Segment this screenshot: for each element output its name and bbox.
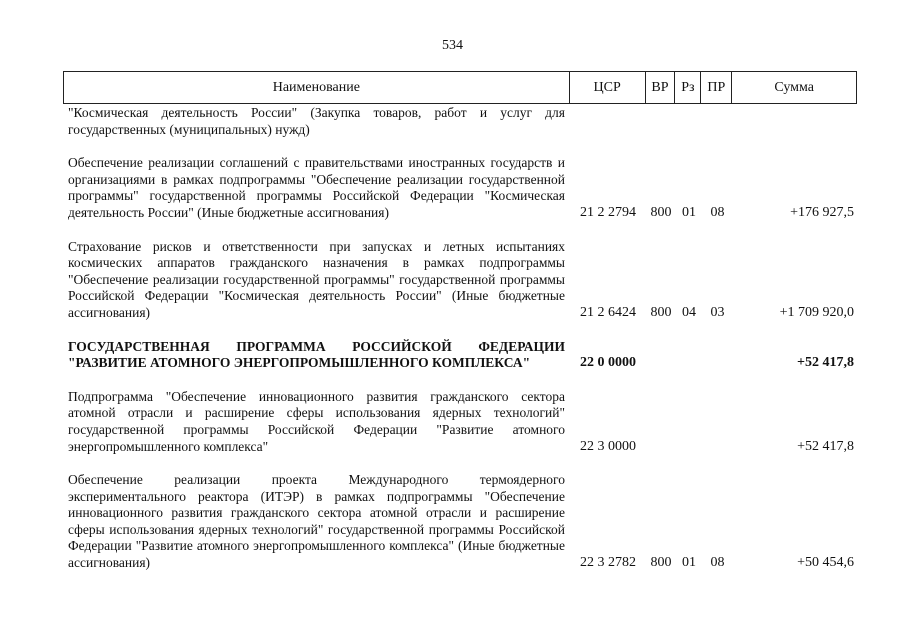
row-vr: 800 <box>650 204 672 220</box>
table-row <box>63 105 857 138</box>
row-csr: 22 3 0000 <box>580 438 636 454</box>
row-rz: 04 <box>682 304 696 320</box>
header-sum: Сумма <box>774 79 814 95</box>
row-sum: +176 927,5 <box>790 204 854 220</box>
row-pr: 08 <box>710 204 725 220</box>
row-pr: 03 <box>710 304 725 320</box>
header-name: Наименование <box>64 72 570 103</box>
row-vr: 800 <box>650 555 672 571</box>
table-row <box>63 239 857 322</box>
table-body <box>63 105 857 572</box>
header-csr: ЦСР <box>570 72 646 103</box>
row-vr: 800 <box>650 304 672 320</box>
header-rz: Рз <box>675 72 701 103</box>
table-row <box>63 389 857 455</box>
row-sum: +52 417,8 <box>797 355 854 371</box>
row-csr: 22 0 0000 <box>580 355 636 371</box>
row-csr: 21 2 2794 <box>580 204 636 220</box>
row-name: "Космическая деятельность России" (Закупка товаров, работ и услуг для государственных (муниципальных) нужд) <box>68 105 565 137</box>
page-number: 534 <box>442 38 463 53</box>
table-row <box>63 472 857 572</box>
row-name: Подпрограмма "Обеспечение инновационного развития гражданского сектора атомной отрасли и расширение сферы использования ядерных технологий" государственной программы Российской Федерации "Развитие атомного энергопромышленного комплекса" <box>68 388 565 454</box>
row-sum: +52 417,8 <box>797 438 854 454</box>
row-sum: +50 454,6 <box>797 555 854 571</box>
row-name: Страхование рисков и ответственности при запусках и летных испытаниях космических аппаратов гражданского назначения в рамках подпрограммы "Обеспечение реализации государственной программы" государственной программы Российской Федерации "Космическая деятельность России" (Иные бюджетные ассигнования) <box>68 238 565 320</box>
row-rz: 01 <box>682 204 696 220</box>
row-csr: 21 2 6424 <box>580 304 636 320</box>
header-vr: ВР <box>646 72 676 103</box>
table-row <box>63 155 857 221</box>
row-name: Обеспечение реализации соглашений с правительствами иностранных государств и организациями в рамках подпрограммы "Обеспечение реализации государственной программы" государственной программы Российской Федерации "Космическая деятельность России" (Иные бюджетные ассигнования) <box>68 155 565 220</box>
row-sum: +1 709 920,0 <box>779 304 854 320</box>
row-pr: 08 <box>710 555 725 571</box>
table-header <box>63 71 857 104</box>
row-rz: 01 <box>682 555 696 571</box>
row-name: Обеспечение реализации проекта Международного термоядерного экспериментального реактора (ИТЭР) в рамках подпрограммы "Обеспечение инновационного развития гражданского сектора атомной отрасли и расширение сферы использования ядерных технологий" государственной программы Российской Федерации "Развитие атомного энергопромышленного комплекса" (Иные бюджетные ассигнования) <box>68 472 565 571</box>
row-csr: 22 3 2782 <box>580 555 636 571</box>
header-pr: ПР <box>701 72 732 103</box>
row-name: ГОСУДАРСТВЕННАЯ ПРОГРАММА РОССИЙСКОЙ ФЕДЕРАЦИИ "РАЗВИТИЕ АТОМНОГО ЭНЕРГОПРОМЫШЛЕННОГО КОМПЛЕКСА" <box>68 338 565 371</box>
table-row <box>63 339 857 372</box>
